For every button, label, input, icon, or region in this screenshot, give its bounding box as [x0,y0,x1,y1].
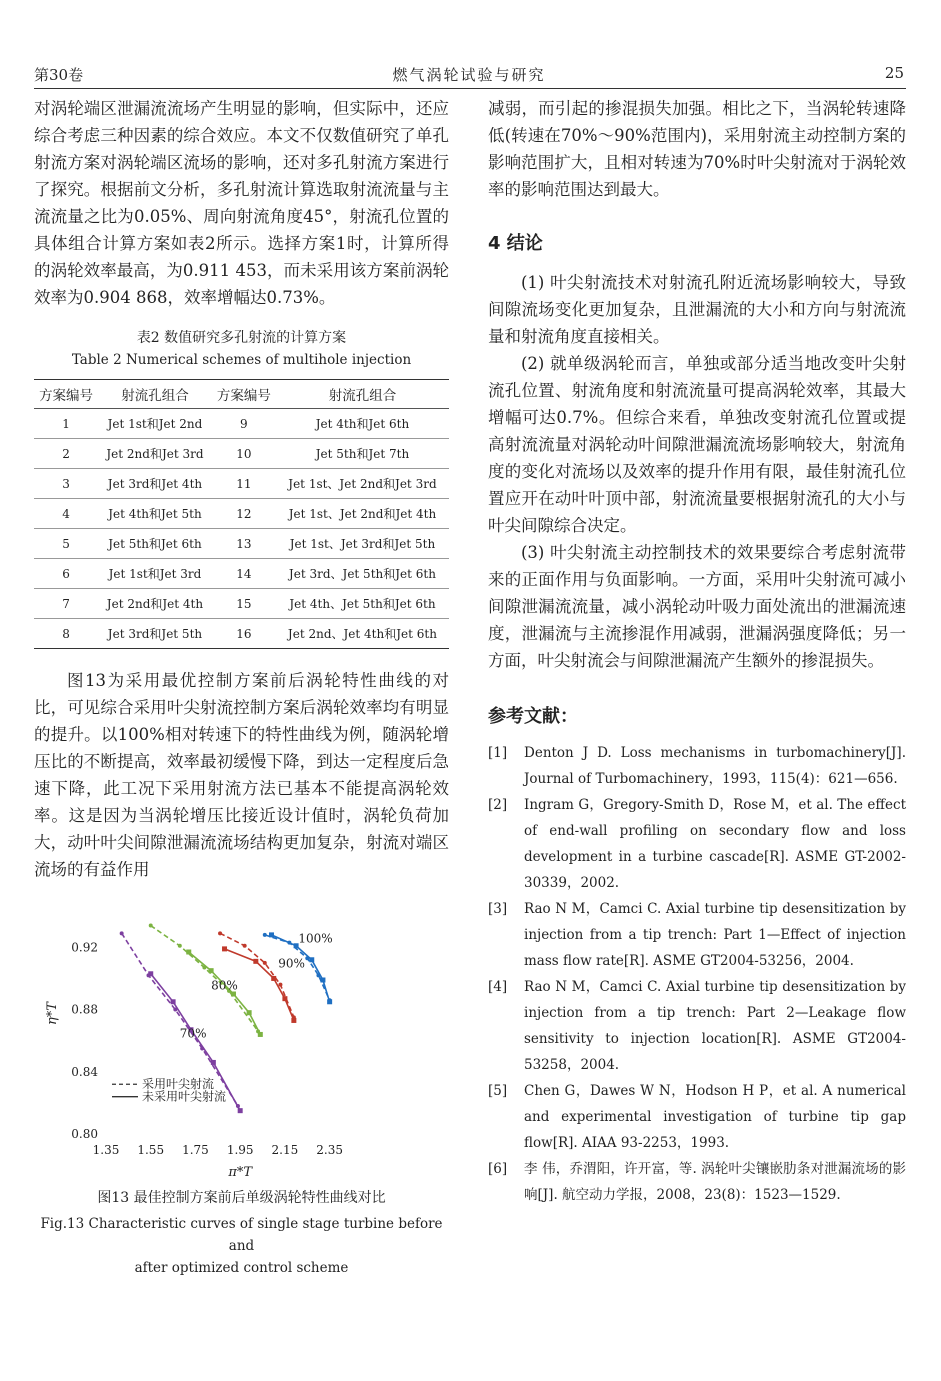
table-cell: Jet 3rd和Jet 5th [98,619,212,649]
data-point [328,998,332,1002]
data-point [247,1010,252,1015]
journal-title: 燃气涡轮试验与研究 [392,66,546,84]
data-point [263,933,267,937]
table-cell: 13 [212,529,276,559]
data-point [269,932,274,937]
reference-item [488,974,906,1078]
x-axis-label: π*T [228,1165,253,1180]
table-cell: 11 [212,469,276,499]
x-tick-label: 2.15 [271,1143,299,1157]
table-cell: 15 [212,589,276,619]
right-paragraph-1: 减弱，而引起的掺混损失加强。相比之下，当涡轮转速降低(转速在70%～90%范围内)，采用射流主动控制方案的影响范围扩大，且相对转速为70%时叶尖射流对于涡轮效率的影响范围达到最大。 [488,99,906,199]
data-point [209,968,214,973]
data-point [271,976,276,981]
table-header-row [34,380,449,409]
x-tick-label: 1.75 [182,1143,209,1157]
reference-number: [3] [488,901,508,917]
data-point [171,999,176,1004]
table-cell: Jet 1st、Jet 2nd和Jet 3rd [276,469,449,499]
table-cell: Jet 5th和Jet 7th [276,439,449,469]
table-cell: Jet 4th和Jet 5th [98,499,212,529]
data-point [149,924,153,928]
header-rule [34,88,906,89]
right-column [488,95,906,1208]
y-tick-label: 0.80 [71,1127,98,1141]
data-point [186,950,191,955]
table-cell: Jet 2nd和Jet 4th [98,589,212,619]
data-point [222,946,227,951]
data-point [243,944,247,948]
reference-number: [5] [488,1083,508,1099]
table-cell: 9 [212,409,276,439]
x-tick-label: 2.35 [316,1143,343,1157]
left-paragraph-1: 对涡轮端区泄漏流流场产生明显的影响，但实际中，还应综合考虑三种因素的综合效应。本文不仅数值研究了单孔射流方案对涡轮端区流场的影响，还对多孔射流方案进行了探究。根据前文分析，多孔射流计算选取射流流量与主流流量之比为0.05%、周向射流角度45°，射流孔位置的具体组合计算方案如表2所示。选择方案1时，计算所得的涡轮效率最高，为0.911 453，而未采用该方案前涡轮效率为0.904 868，效率增幅达0.73%。 [34,99,449,307]
volume-label: 第30卷 [34,66,84,84]
legend-label: 采用叶尖射流 [142,1077,215,1092]
table-cell: 7 [34,589,98,619]
table-cell: 2 [34,439,98,469]
reference-item [488,1156,906,1208]
table-row [34,469,449,499]
reference-text: 李 伟，乔渭阳，许开富，等. 涡轮叶尖镶嵌肋条对泄漏流场的影响[J]. 航空动力学报，2008，23(8)：1523—1529. [524,1161,906,1203]
table-cell: 10 [212,439,276,469]
data-point [173,1008,177,1012]
series-label: 100% [298,931,333,946]
table-caption-en: Table 2 Numerical schemes of multihole injection [71,352,412,368]
x-tick-label: 1.35 [92,1143,120,1157]
data-point [218,931,222,935]
data-point [238,1108,243,1113]
data-point [146,973,150,977]
reference-number: [6] [488,1161,508,1177]
table-row [34,499,449,529]
table-cell: Jet 1st和Jet 2nd [98,409,212,439]
reference-item [488,792,906,896]
table-cell: Jet 3rd和Jet 4th [98,469,212,499]
reference-item [488,896,906,974]
data-point [309,957,314,962]
reference-number: [2] [488,797,508,813]
table-cell: Jet 2nd和Jet 3rd [98,439,212,469]
table-cell: 5 [34,529,98,559]
scheme-table [34,379,449,649]
table-cell: Jet 4th、Jet 5th和Jet 6th [276,589,449,619]
table-header: 方案编号 [34,380,98,409]
series-line-with-injection [220,933,294,1017]
data-point [263,961,267,965]
series-label: 70% [179,1026,207,1041]
series-line-with-injection [151,926,258,1032]
table-cell: 8 [34,619,98,649]
reference-text: Rao N M，Camci C. Axial turbine tip desensitization by injection from a tip trench: Part 2—Leakage flow sensitivity to injection location[R]. ASME GT2004-53258，2004. [524,979,906,1073]
y-axis-label: η*T [45,1002,60,1026]
data-point [236,1104,240,1108]
table-cell: Jet 4th和Jet 6th [276,409,449,439]
series-label: 90% [278,956,305,971]
table-row [34,559,449,589]
reference-text: Denton J D. Loss mechanisms in turbomachinery[J]. Journal of Turbomachinery，1993，115(4)：621—656. [524,745,906,787]
table-cell: Jet 3rd、Jet 5th和Jet 6th [276,559,449,589]
table-cell: Jet 1st、Jet 3rd和Jet 5th [276,529,449,559]
reference-item [488,740,906,792]
reference-number: [1] [488,745,508,761]
table-row [34,409,449,439]
table-cell: Jet 1st、Jet 2nd和Jet 4th [276,499,449,529]
legend-label: 未采用叶尖射流 [142,1089,227,1104]
y-tick-label: 0.92 [71,940,98,955]
y-tick-label: 0.84 [71,1064,98,1079]
table-cell: Jet 2nd、Jet 4th和Jet 6th [276,619,449,649]
left-paragraph-2: 图13为采用最优控制方案前后涡轮特性曲线的对比，可见综合采用叶尖射流控制方案后涡轮效率均有明显的提升。以100%相对转速下的特性曲线为例，随涡轮增压比的不断提高，效率最初缓慢下降，到达一定程度后急速下降，此工况下采用射流方法已基本不能提高涡轮效率。这是因为当涡轮增压比接近设计值时，涡轮负荷加大，动叶叶尖间隙泄漏流流场结构更加复杂，射流对端区流场的有益作用 [34,671,449,879]
data-point [211,1060,216,1065]
series-label: 80% [211,978,238,993]
y-tick-label: 0.88 [71,1002,98,1017]
reference-item [488,1078,906,1156]
table-cell: 6 [34,559,98,589]
table-cell: 12 [212,499,276,529]
table-cell: 1 [34,409,98,439]
conclusion-1: (1) 叶尖射流技术对射流孔附近流场影响较大，导致间隙流场变化更加复杂，且泄漏流的大小和方向与射流流量和射流角度直接相关。 [488,273,906,346]
data-point [320,978,325,983]
figure-caption-en-2: after optimized control scheme [134,1260,349,1276]
conclusion-2: (2) 就单级涡轮而言，单独或部分适当地改变叶尖射流孔位置、射流角度和射流流量可提高涡轮效率，其最大增幅可达0.7%。但综合来看，单独改变射流孔位置或提高射流流量对涡轮动叶间隙泄漏流流场影响较大，射流角度的变化对流场以及效率的提升作用有限，最佳射流孔位置应开在动叶叶顶中部，射流流量要根据射流孔的大小与叶尖间隙综合决定。 [488,354,906,535]
data-point [292,1015,296,1019]
references-heading: 参考文献： [488,706,578,727]
data-point [305,956,309,960]
table-cell: 16 [212,619,276,649]
table-header: 射流孔组合 [98,380,212,409]
page-number: 25 [884,64,904,82]
table-header: 射流孔组合 [276,380,449,409]
table-cell: Jet 1st和Jet 3rd [98,559,212,589]
reference-text: Ingram G，Gregory-Smith D，Rose M，et al. The effect of end-wall profiling on secondary flow and loss development in a turbine cascade[R]. ASME GT-2002-30339，2002. [524,797,906,891]
data-point [120,931,124,935]
data-point [253,959,258,964]
reference-text: Chen G，Dawes W N，Hodson H P，et al. A numerical and experimental investigation of turbine tip gap flow[R]. AIAA 93-2253，1993. [524,1083,906,1151]
table-row [34,619,449,649]
table-cell: 3 [34,469,98,499]
running-header [34,64,904,84]
table-row [34,529,449,559]
data-point [282,996,287,1001]
table-header: 方案编号 [212,380,276,409]
data-point [256,1029,260,1033]
data-point [178,944,182,948]
reference-list [488,740,906,1208]
x-tick-label: 1.55 [137,1143,165,1157]
reference-number: [4] [488,979,508,995]
table-cell: 4 [34,499,98,529]
table-cell: Jet 5th和Jet 6th [98,529,212,559]
table-row [34,439,449,469]
section-4-heading: 4 结论 [488,233,543,254]
reference-text: Rao N M，Camci C. Axial turbine tip desensitization by injection from a tip trench: Part 1—Effect of injection mass flow rate[R]. ASME GT2004-53256，2004. [524,901,906,969]
left-column [34,95,449,883]
table-cell: 14 [212,559,276,589]
data-point [278,983,282,987]
data-point [316,973,320,977]
figure-caption-cn: 图13 最佳控制方案前后单级涡轮特性曲线对比 [97,1190,386,1206]
x-tick-label: 1.95 [226,1143,254,1157]
series-line-without-injection [189,952,261,1034]
data-point [200,1046,204,1050]
figure-13-chart [34,912,449,1188]
figure-caption-en-1: Fig.13 Characteristic curves of single stage turbine before and [40,1216,443,1254]
figure-caption [34,1187,449,1279]
data-point [287,941,291,945]
table-row [34,589,449,619]
data-point [202,966,206,970]
conclusion-3: (3) 叶尖射流主动控制技术的效果要综合考虑射流带来的正面作用与负面影响。一方面，采用叶尖射流可减小间隙泄漏流流量，减小涡轮动叶吸力面处流出的泄漏流速度，泄漏流与主流掺混作用减弱，泄漏涡强度降低；另一方面，叶尖射流会与间隙泄漏流产生额外的掺混损失。 [488,543,906,670]
table-caption-cn: 表2 数值研究多孔射流的计算方案 [136,330,347,346]
